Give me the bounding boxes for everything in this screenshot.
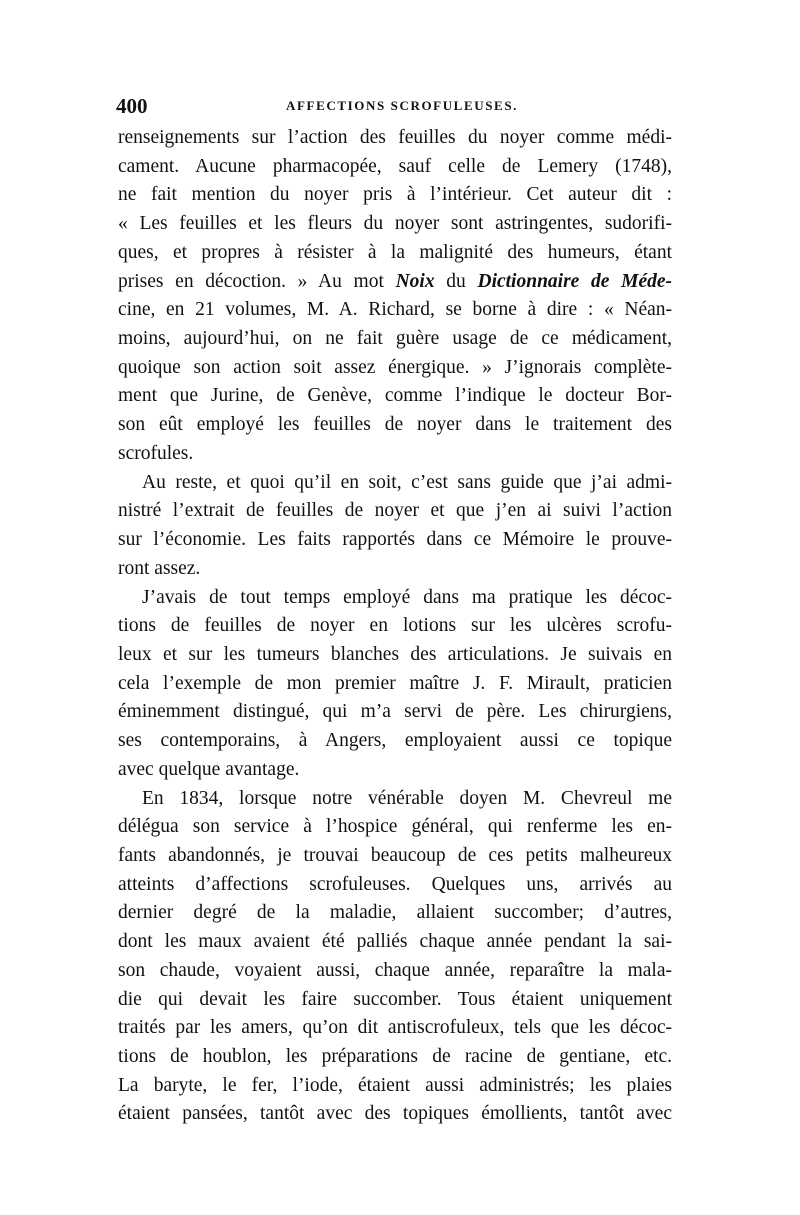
text-line: dernier degré de la maladie, allaient succomber; d’autres, bbox=[118, 902, 672, 924]
italic-title: Dictionnaire de Méde- bbox=[477, 270, 673, 292]
text-line: J’avais de tout temps employé dans ma pratique les décoc- bbox=[142, 586, 672, 608]
text-line: tions de houblon, les préparations de racine de gentiane, etc. bbox=[118, 1046, 672, 1067]
text-line: traités par les amers, qu’on dit antiscrofuleux, tels que les décoc- bbox=[118, 1017, 672, 1039]
text-line: nistré l’extrait de feuilles de noyer et que j’en ai suivi l’action bbox=[118, 500, 672, 522]
text-line: Au reste, et quoi qu’il en soit, c’est sans guide que j’ai admi- bbox=[142, 471, 672, 493]
text-segment: prises en décoction. » Au mot bbox=[118, 270, 396, 292]
text-line: son eût employé les feuilles de noyer dans le traitement des bbox=[118, 414, 672, 436]
text-line: tions de feuilles de noyer en lotions sur les ulcères scrofu- bbox=[118, 615, 672, 637]
text-line: cament. Aucune pharmacopée, sauf celle de Lemery (1748), bbox=[118, 155, 672, 177]
running-head bbox=[116, 92, 672, 122]
text-line: La baryte, le fer, l’iode, étaient aussi administrés; les plaies bbox=[118, 1074, 672, 1096]
text-line: leux et sur les tumeurs blanches des articulations. Je suivais en bbox=[118, 643, 672, 665]
text-line: cine, en 21 volumes, M. A. Richard, se borne à dire : « Néan- bbox=[118, 299, 672, 321]
text-line: ne fait mention du noyer pris à l’intérieur. Cet auteur dit : bbox=[118, 184, 672, 206]
italic-term: Noix bbox=[395, 270, 435, 292]
text-line: ront assez. bbox=[118, 557, 201, 579]
text-line: atteints d’affections scrofuleuses. Quelques uns, arrivés au bbox=[118, 873, 672, 895]
text-line: quoique son action soit assez énergique. » J’ignorais complète- bbox=[118, 356, 672, 378]
text-line: renseignements sur l’action des feuilles du noyer comme médi- bbox=[118, 127, 672, 148]
text-line: son chaude, voyaient aussi, chaque année, reparaître la mala- bbox=[118, 959, 672, 981]
text-line: moins, aujourd’hui, on ne fait guère usage de ce médicament, bbox=[118, 328, 672, 350]
text-line: étaient pansées, tantôt avec des topiques émollients, tantôt avec bbox=[118, 1103, 672, 1125]
text-line: fants abandonnés, je trouvai beaucoup de ces petits malheureux bbox=[118, 844, 672, 866]
text-line: « Les feuilles et les fleurs du noyer sont astringentes, sudorifi- bbox=[118, 213, 672, 235]
text-line: dont les maux avaient été palliés chaque année pendant la sai- bbox=[118, 931, 672, 953]
text-line: éminemment distingué, qui m’a servi de père. Les chirurgiens, bbox=[118, 701, 672, 723]
text-line: ses contemporains, à Angers, employaient aussi ce topique bbox=[118, 730, 672, 752]
text-line: scrofules. bbox=[118, 442, 194, 464]
text-line: die qui devait les faire succomber. Tous étaient uniquement bbox=[118, 988, 672, 1010]
body-text bbox=[118, 124, 672, 1129]
text-line: avec quelque avantage. bbox=[118, 758, 300, 780]
page-number: 400 bbox=[116, 94, 148, 118]
text-segment: du bbox=[434, 270, 478, 292]
text-line: ment que Jurine, de Genève, comme l’indique le docteur Bor- bbox=[118, 385, 672, 407]
text-line: En 1834, lorsque notre vénérable doyen M. Chevreul me bbox=[142, 787, 672, 809]
text-line: cela l’exemple de mon premier maître J. F. Mirault, praticien bbox=[118, 672, 672, 694]
text-line: sur l’économie. Les faits rapportés dans ce Mémoire le prouve- bbox=[118, 529, 672, 551]
running-title: AFFECTIONS SCROFULEUSES. bbox=[286, 98, 518, 113]
text-line: ques, et propres à résister à la malignité des humeurs, étant bbox=[118, 241, 672, 263]
text-line: délégua son service à l’hospice général, qui renferme les en- bbox=[118, 816, 672, 838]
text-line-mixed bbox=[118, 268, 672, 297]
